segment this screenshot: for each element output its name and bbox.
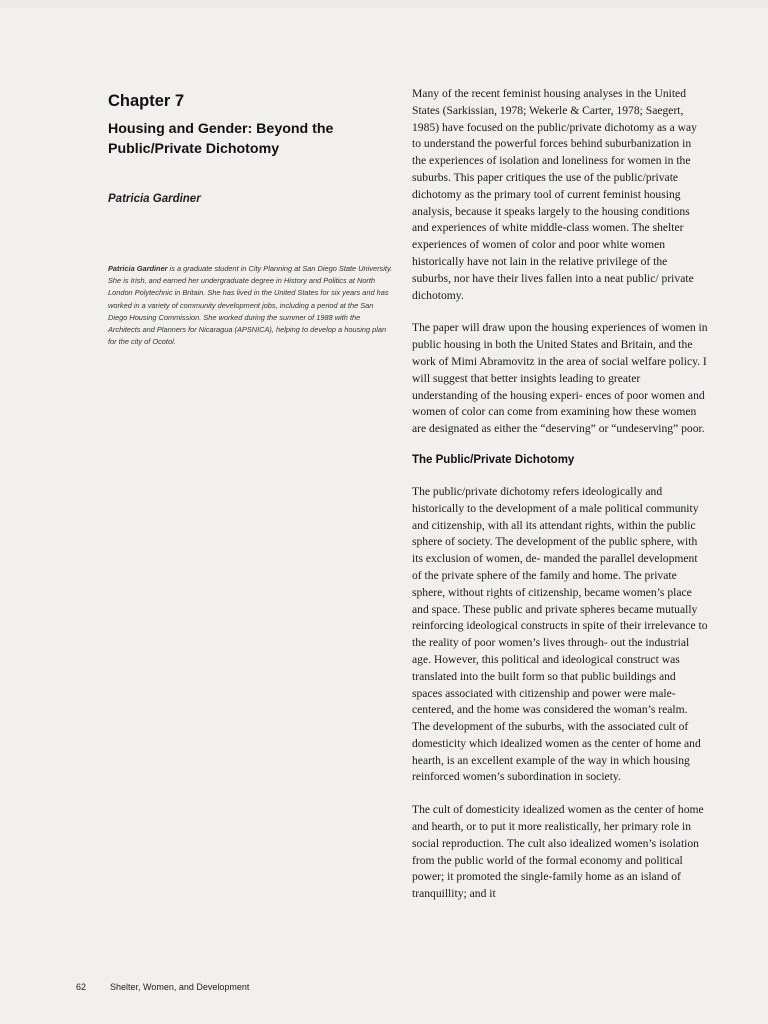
- page-number: 62: [76, 982, 87, 992]
- chapter-label: Chapter 7: [108, 92, 185, 110]
- chapter-title: Housing and Gender: Beyond the Public/Private Dichotomy: [108, 121, 334, 157]
- right-column: [412, 86, 708, 919]
- paragraph-3: The public/private dichotomy refers ideologically and historically to the development of a male political community and citizenship, with all its attendant rights, within the public sphere of society. The development of the public sphere, with its exclusion of women, de- manded the parallel development of the private sphere of the family and home. The private sphere, without rights of citizenship, became women’s place and space. These public and private spheres became mutually reinforcing ideological constructs in spite of their irrelevance to the reality of poor women’s lives through- out the industrial age. However, this political and ideological construct was translated into the built form so that public buildings and spaces associated with citizenship and power were male-centered, and the home was considered the woman’s realm. The development of the suburbs, with the associated cult of domesticity which idealized women as the center of home and hearth, is an excellent example of the way in which housing reinforced women’s subordination in society.: [412, 484, 708, 784]
- book-title: Shelter, Women, and Development: [110, 982, 250, 992]
- paragraph-1: Many of the recent feminist housing analyses in the United States (Sarkissian, 1978; Wekerle & Carter, 1978; Saegert, 1985) have focused on the public/private dichotomy as a way to understand the powerful forces behind suburbanization in the experiences of isolation and loneliness for women in the suburbs. This paper critiques the use of the public/private dichotomy as the primary tool of current feminist housing analysis, because it speaks largely to the housing conditions and experiences of white middle-class women. The shelter experiences of women of color and poor white women historically have not lain in the relative privilege of the suburbs, nor have their lives fallen into a neat public/ private dichotomy.: [412, 87, 697, 302]
- author-bio: [108, 263, 394, 348]
- page: [0, 8, 768, 1024]
- paragraph-2: The paper will draw upon the housing experiences of women in public housing in both the United States and Britain, and the work of Mimi Abramovitz in the area of social welfare policy. I will suggest that better insights leading to greater understanding of the housing experi- ences of poor women and women of color can come from examining how these women are designated as either the “deserving” or “undeserving” poor.: [412, 321, 708, 436]
- paragraph-4: The cult of domesticity idealized women as the center of home and hearth, or to put it more realistically, her primary role in social reproduction. The cult also idealized women’s isolation from the public world of the formal economy and political power; it promoted the single-family home as an island of tranquillity; and it: [412, 803, 704, 901]
- page-footer: [76, 982, 249, 992]
- section-heading: The Public/Private Dichotomy: [412, 453, 575, 466]
- left-column: [108, 92, 398, 348]
- author-name: Patricia Gardiner: [108, 193, 201, 205]
- bio-text: is a graduate student in City Planning at San Diego State University. She is Irish, and earned her undergraduate degree in History and Politics at North London Polytechnic in Britain. She has lived in the United States for six years and has worked in a variety of community development jobs, including a period at the San Diego Housing Commission. She worked during the summer of 1988 with the Architects and Planners for Nicaragua (APSNICA), helping to develop a housing plan for the city of Ocotol.: [108, 264, 393, 347]
- bio-name: Patricia Gardiner: [108, 264, 168, 273]
